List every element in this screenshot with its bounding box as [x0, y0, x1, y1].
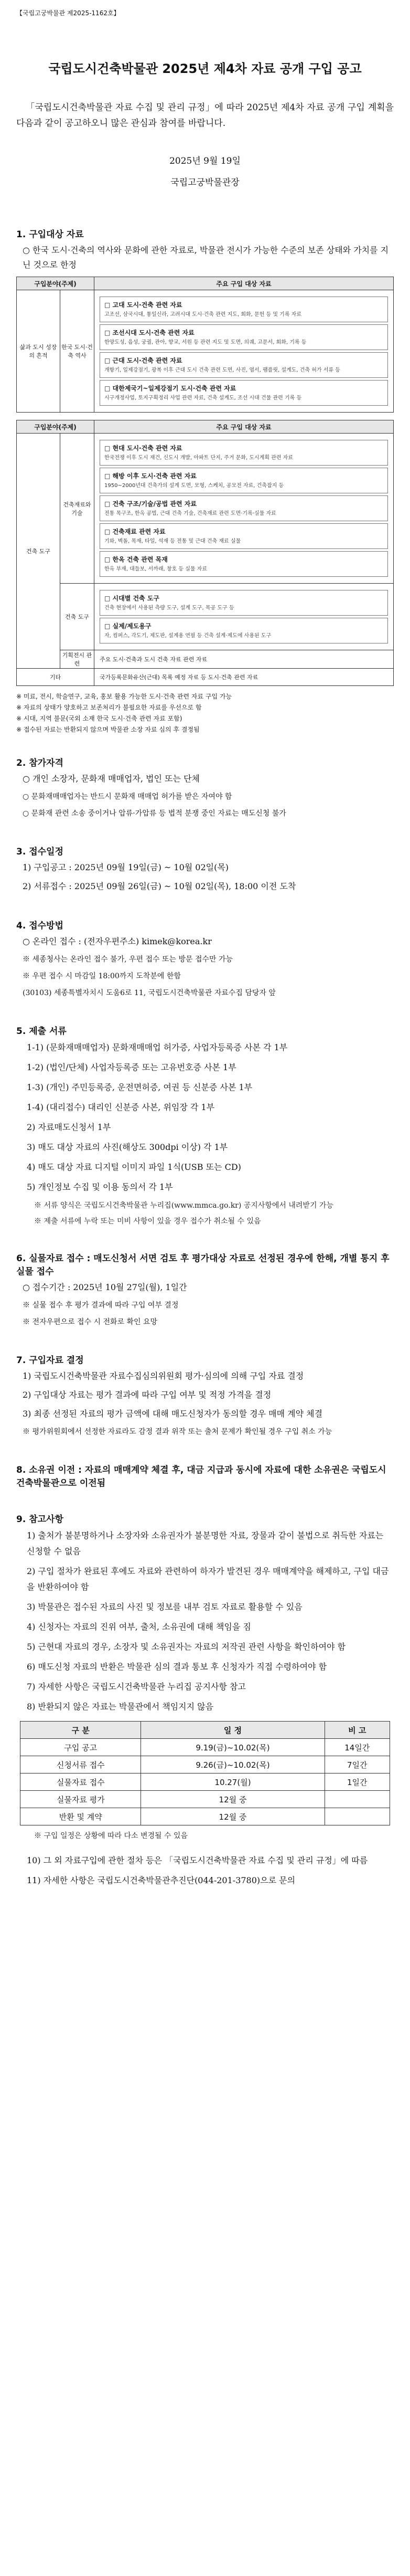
- section-title: 6. 실물자료 접수 : 매도신청서 서면 검토 후 평가대상 자료로 선정된 경우에 한해, 개별 통지 후 실물 접수: [16, 1253, 390, 1277]
- section-text: 2) 서류접수 : 2025년 09월 26일(금) ~ 10월 02일(목), 18:00 이전 도착: [23, 881, 296, 891]
- schedule-table: [20, 1721, 390, 1825]
- table-row: 실물자료 평가 12월 중: [20, 1791, 390, 1808]
- tail-list: 10) 그 외 자료구입에 관한 절차 등은 「국립도시건축박물관 자료 수집 및 관리 규정」에 따름 11) 자세한 사항은 국립도시건축박물관추진단(044-201-3780)으로 문의: [27, 1855, 368, 1885]
- item-box: □ 건축재료 관련 자료 기와, 벽돌, 목재, 타일, 석재 등 전통 및 근대 건축 재료 실물: [100, 523, 388, 549]
- item-box: □ 한옥 건축 관련 목재 한옥 부재, 대들보, 서까래, 창호 등 실물 자료: [100, 551, 388, 577]
- table-header: 구입분야(주제): [17, 277, 94, 290]
- category-main: 기타: [17, 669, 94, 686]
- section-text: 2) 구입대상 자료는 평가 결과에 따라 구입 여부 및 적정 가격을 결정: [23, 1390, 272, 1400]
- section-text: (30103) 세종특별자치시 도움6로 11, 국립도시건축박물관 자료수집 담당자 앞: [23, 989, 276, 997]
- section-text: 3) 최종 선정된 자료의 평가 금액에 대해 매도신청자가 동의할 경우 매매 계약 체결: [23, 1409, 323, 1419]
- section-note: ※ 서류 양식은 국립도시건축박물관 누리집(www.mmca.go.kr) 공지사항에서 내려받기 가능: [34, 1201, 333, 1210]
- category-text: 주요 도시·건축과 도시 건축 자료 관련 자료: [94, 650, 394, 669]
- notes: ※ 미료, 전시, 학술연구, 교육, 홍보 활용 가능한 도시·건축 관련 자료 구입 가능 ※ 자료의 상태가 양호하고 보존처리가 불필요한 자료를 우선으로 함 ※ 시대, 지역 불문(국외 소재 한국 도시·건축 관련 자료 포함) ※ 접수된 자료는 반환되지 않으며 박물관 소장 자료 심의 후 결정됨: [16, 693, 232, 733]
- item-box: □ 실제/제도용구 자, 컴퍼스, 각도기, 제도판, 설계용 연필 등 건축 설계·제도에 사용된 도구: [100, 618, 388, 643]
- category-items: [94, 434, 394, 584]
- section-text: ※ 전자우편으로 접수 시 전화로 확인 요망: [23, 1318, 158, 1326]
- table-header: 주요 구입 대상 자료: [94, 420, 394, 434]
- table-header: 주요 구입 대상 자료: [94, 277, 394, 290]
- section-text: ○ 문화재매매업자는 반드시 문화재 매매업 허가를 받은 자여야 함: [23, 793, 232, 801]
- section-title: 4. 접수방법: [16, 921, 63, 931]
- intro-text: 「국립도시건축박물관 자료 수집 및 관리 규정」에 따라 2025년 제4차 자료 공개 구입 계획을 다음과 같이 공고하오니 많은 관심과 참여를 바랍니다.: [16, 102, 394, 129]
- item-box: □ 시대별 건축 도구 건축 현장에서 사용된 측량 도구, 설계 도구, 목공 도구 등: [100, 590, 388, 616]
- category-main: 삶과 도시 성장의 흔적: [17, 290, 60, 413]
- section-text: ○ 개인 소장자, 문화재 매매업자, 법인 또는 단체: [23, 774, 200, 784]
- section-text: ○ 한국 도시·건축의 역사와 문화에 관한 자료로, 박물관 전시가 가능한 수준의 보존 상태와 가치를 지닌 것으로 한정: [23, 245, 389, 270]
- category-sub: 건축 도구: [60, 584, 94, 650]
- section-note: ※ 제출 서류에 누락 또는 미비 사항이 있을 경우 접수가 취소될 수 있음: [34, 1217, 261, 1226]
- reference-list: 1) 출처가 불분명하거나 소장자와 소유권자가 불분명한 자료, 장물과 같이 불법으로 취득한 자료는 신청할 수 없음 2) 구입 절차가 완료된 후에도 자료와 관련하여 하자가 발견된 경우 매매계약을 해제하고, 구입 대금을 반환하여야 함 3) 박물관은 접수된 자료의 사진 및 정보를 내부 검토 자료로 활용할 수 있음 4) 신청자는 자료의 진위 여부, 출처, 소유권에 대해 책임을 짐 5) 근현대 자료의 경우, 소장자 및 소유권자는 자료의 저작권 관련 사항을 확인하여야 함 6) 매도신청 자료의 반환은 박물관 심의 결과 통보 후 신청자가 직접 수령하여야 함 7) 자세한 사항은 국립도시건축박물관 누리집 공지사항 참고 8) 반환되지 않은 자료는 박물관에서 책임지지 않음: [27, 1530, 389, 1712]
- document-list: 1-1) (문화재매매업자) 문화재매매업 허가증, 사업자등록증 사본 각 1부 1-2) (법인/단체) 사업자등록증 또는 고유번호증 사본 1부 1-3) (개인) 주민등록증, 운전면허증, 여권 등 신분증 사본 1부 1-4) (대리접수) 대리인 신분증 사본, 위임장 각 1부 2) 자료매도신청서 1부 3) 매도 대상 자료의 사진(해상도 300dpi 이상) 각 1부 4) 매도 대상 자료 디지털 이미지 파일 1식(USB 또는 CD) 5) 개인정보 수집 및 이용 동의서 각 1부: [27, 1042, 288, 1192]
- table-row: 실물자료 접수 10.27(월) 1일간: [20, 1773, 390, 1791]
- section-text: ○ 온라인 접수 : (전자우편주소) kimek@korea.kr: [23, 936, 212, 946]
- table-row: 신청서류 접수 9.26(금)~10.02(목) 7일간: [20, 1756, 390, 1773]
- item-box: □ 건축 구조/기술/공법 관련 자료 전통 목구조, 한옥 공법, 근대 건축 기술, 건축재료 관련 도면·기록·실물 자료: [100, 495, 388, 521]
- purchase-table-1: [16, 277, 394, 413]
- table-row: 반환 및 계약 12월 중: [20, 1808, 390, 1825]
- section-title: 5. 제출 서류: [16, 1026, 67, 1037]
- item-box: □ 대한제국기~일제강점기 도시·건축 관련 자료 시구개정사업, 토지구획정리 사업 관련 자료, 건축 설계도, 조선 시대 건물 관련 기록 등: [100, 380, 388, 406]
- table-row: 구입 공고 9.19(금)~10.02(목) 14일간: [20, 1739, 390, 1756]
- schedule-note: ※ 구입 일정은 상황에 따라 다소 변경될 수 있음: [34, 1832, 188, 1840]
- category-main: 건축 도구: [17, 434, 60, 669]
- section-text: ※ 세종청사는 온라인 접수 불가, 우편 접수 또는 방문 접수만 가능: [23, 955, 233, 964]
- section-title: 8. 소유권 이전 : 자료의 매매계약 체결 후, 대금 지급과 동시에 자료에 대한 소유권은 국립도시건축박물관으로 이전됨: [16, 1465, 386, 1488]
- section-text: ※ 우편 접수 시 마감일 18:00까지 도착분에 한함: [23, 972, 181, 980]
- table-header: 구입분야(주제): [17, 420, 94, 434]
- section-title: 7. 구입자료 결정: [16, 1355, 84, 1366]
- item-box: □ 근대 도시·건축 관련 자료 개항기, 일제강점기, 광복 이후 근대 도시 건축 관련 도면, 사진, 엽서, 팸플릿, 설계도, 건축 허가 서류 등: [100, 352, 388, 378]
- section-title: 9. 참고사항: [16, 1514, 63, 1525]
- category-sub: 한국 도시·건축 역사: [60, 290, 94, 413]
- announcement-date: 2025년 9월 19일: [169, 156, 241, 166]
- section-title: 3. 접수일정: [16, 847, 63, 857]
- section-text: 1) 국립도시건축박물관 자료수집심의위원회 평가·심의에 의해 구입 자료 결정: [23, 1371, 304, 1381]
- category-sub: 기획전시 관련: [60, 650, 94, 669]
- item-box: □ 고대 도시·건축 관련 자료 고조선, 삼국시대, 통일신라, 고려시대 도시·건축 관련 지도, 회화, 문헌 등 및 기록 자료: [100, 297, 388, 322]
- page-title: 국립도시건축박물관 2025년 제4차 자료 공개 구입 공고: [48, 61, 362, 76]
- section-title: 2. 참가자격: [16, 758, 63, 768]
- category-text: 국가등록문화유산(근대) 목록 예정 자료 등 도시·건축 관련 자료: [94, 669, 394, 686]
- item-box: □ 현대 도시·건축 관련 자료 한국전쟁 이후 도시 재건, 신도시 개발, 아파트 단지, 주거 문화, 도시계획 관련 자료: [100, 440, 388, 466]
- category-sub: 건축재료와 기술: [60, 434, 94, 584]
- table-header: 일 정: [141, 1722, 325, 1739]
- item-box: □ 해방 이후 도시·건축 관련 자료 1950~2000년대 건축가의 설계 도면, 모형, 스케치, 공모전 자료, 건축잡지 등: [100, 468, 388, 493]
- section-text: 1) 구입공고 : 2025년 09월 19일(금) ~ 10월 02일(목): [23, 862, 229, 872]
- section-title: 1. 구입대상 자료: [16, 229, 84, 240]
- section-text: ○ 접수기간 : 2025년 10월 27일(월), 1일간: [23, 1282, 187, 1292]
- category-items: [94, 290, 394, 413]
- table-header: 구 분: [20, 1722, 141, 1739]
- table-header: 비 고: [325, 1722, 390, 1739]
- section-text: ○ 문화재 관련 소송 중이거나 압류·가압류 등 법적 분쟁 중인 자료는 매도신청 불가: [23, 809, 286, 818]
- gazette-number: 【국립고궁박물관 제2025-1162호】: [16, 9, 120, 17]
- section-text: ※ 실물 접수 후 평가 결과에 따라 구입 여부 결정: [23, 1301, 179, 1310]
- item-box: □ 조선시대 도시·건축 관련 자료 한양도성, 읍성, 궁궐, 관아, 향교, 서원 등 관련 지도 및 도면, 의궤, 고문서, 회화, 기록 등: [100, 324, 388, 350]
- purchase-table-2: [16, 420, 394, 686]
- section-text: ※ 평가위원회에서 선정한 자료라도 감정 결과 위작 또는 출처 문제가 확인될 경우 구입 취소 가능: [23, 1428, 332, 1436]
- issuer: 국립고궁박물관장: [170, 177, 240, 188]
- category-items: [94, 584, 394, 650]
